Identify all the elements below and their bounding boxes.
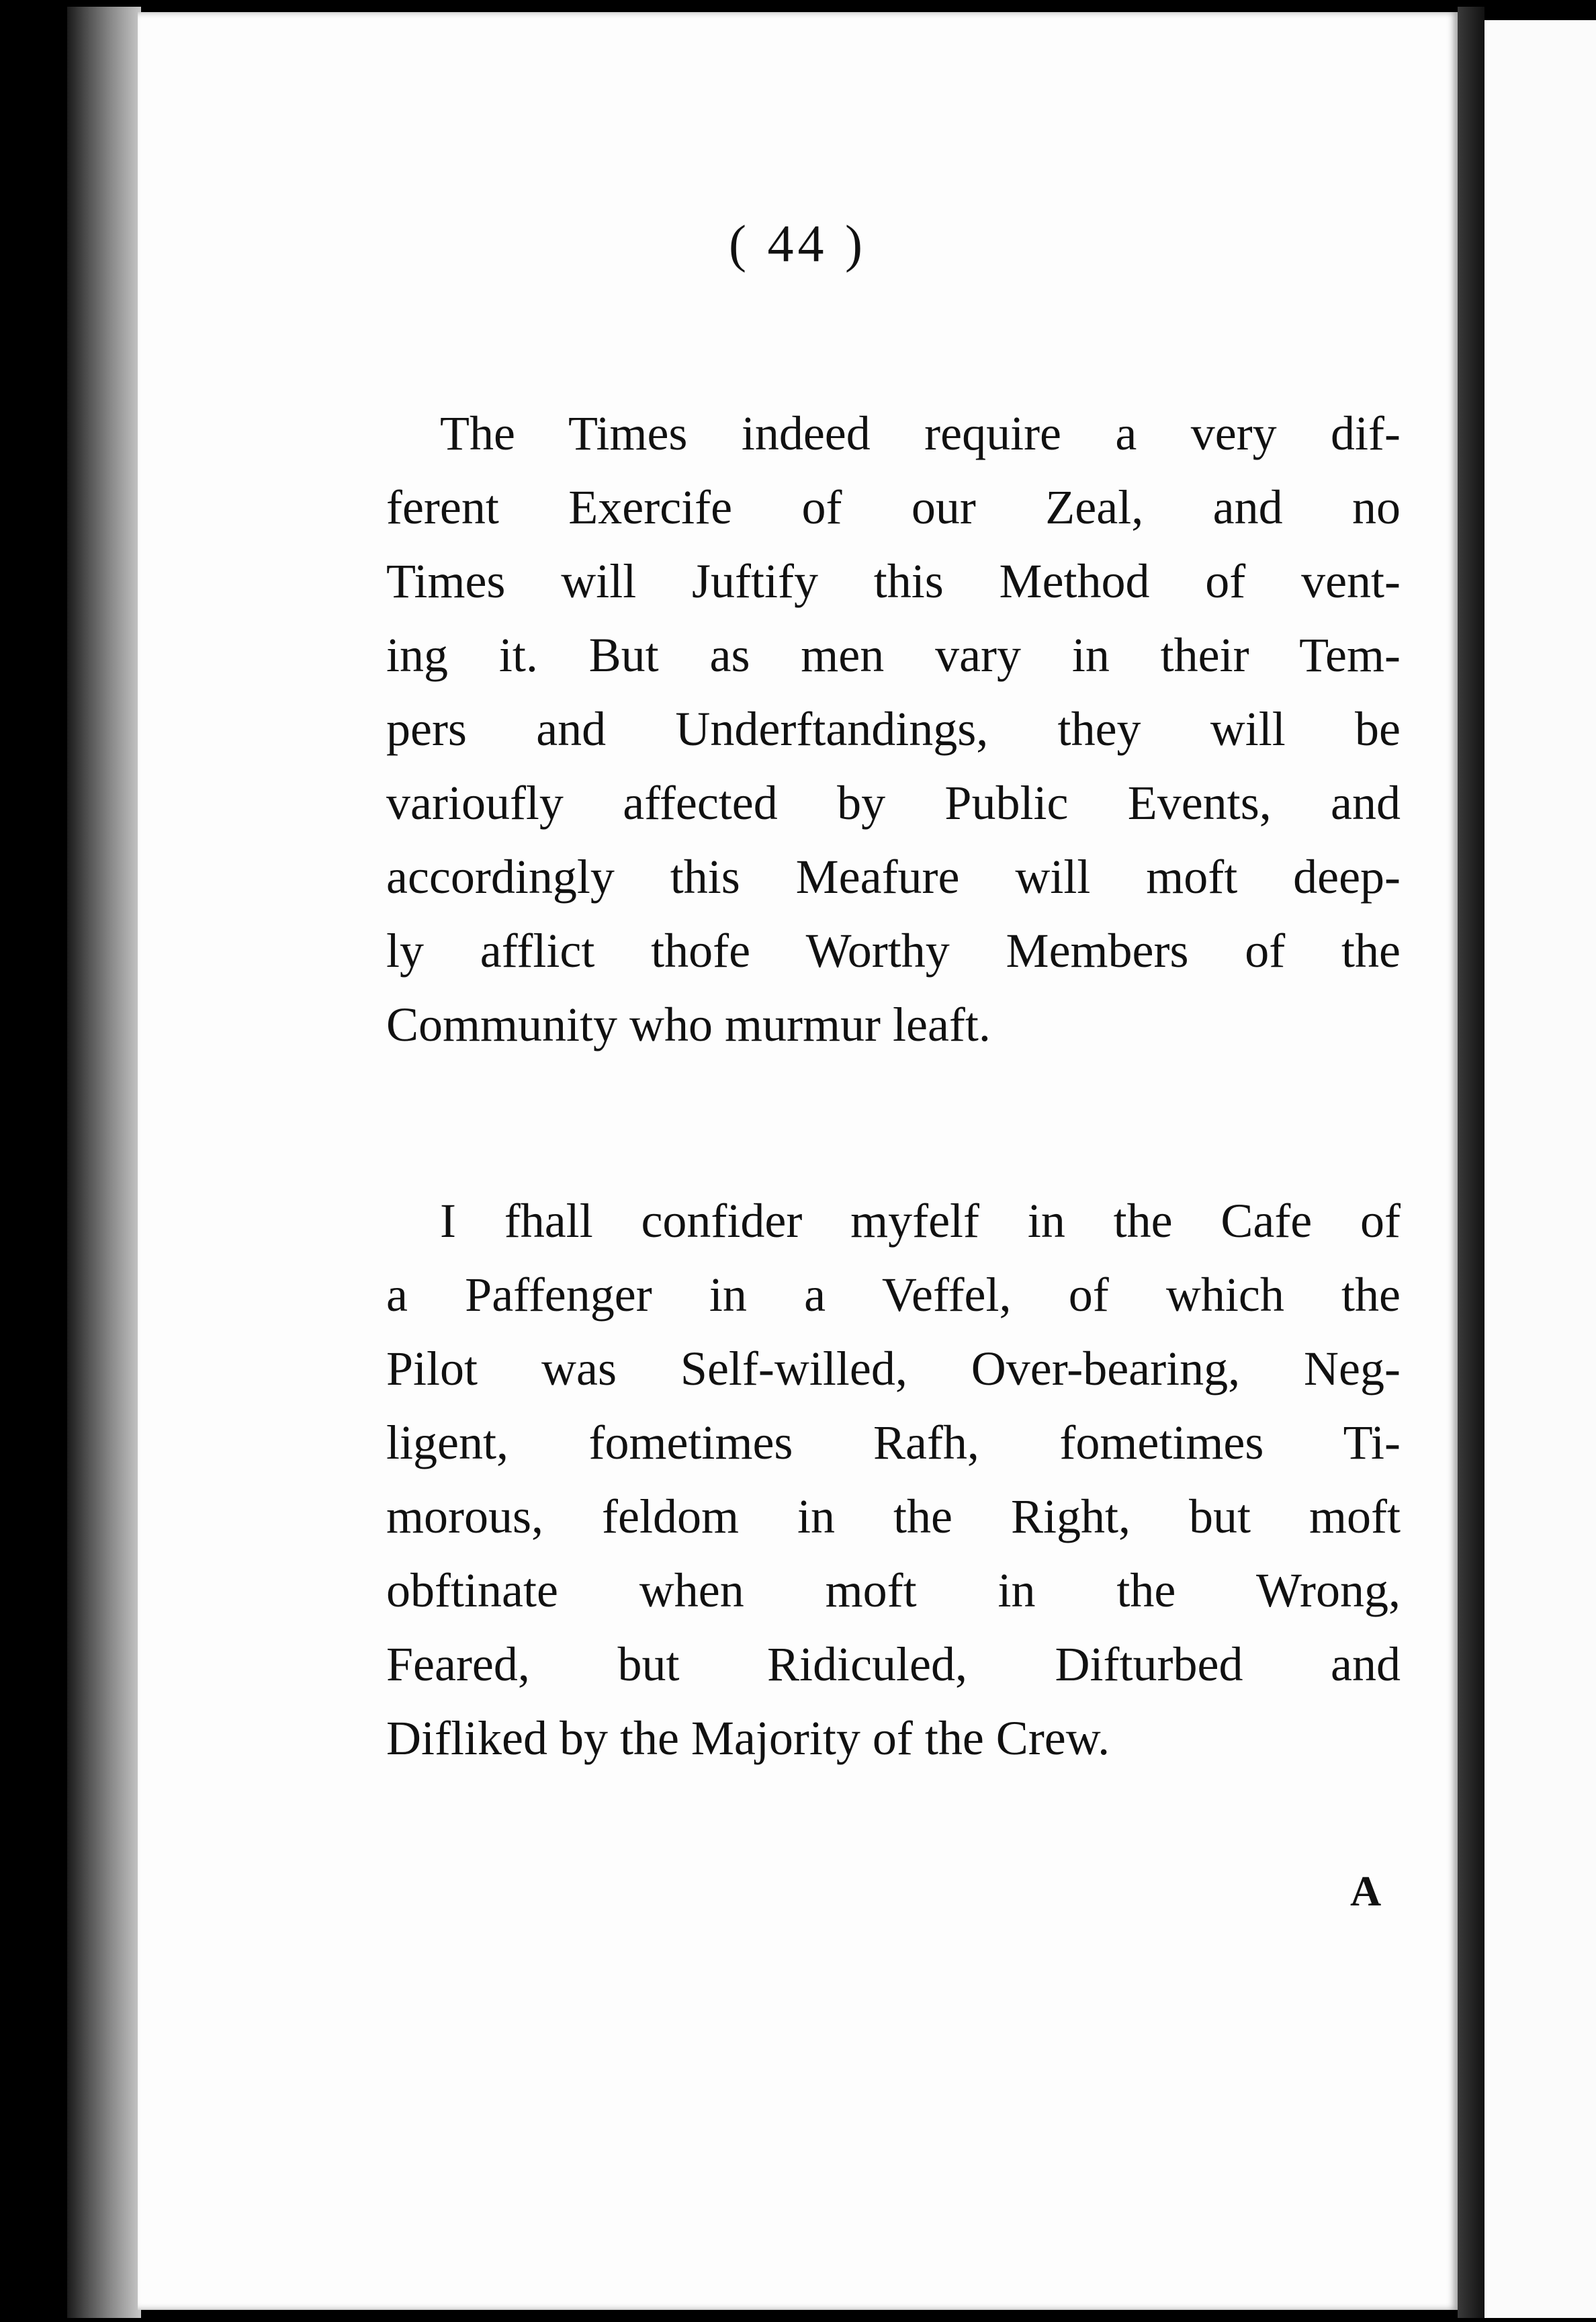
text-line: varioufly affected by Public Events, and: [386, 776, 1401, 830]
text-line: Difliked by the Majority of the Crew.: [386, 1711, 1110, 1765]
book-page: [138, 12, 1458, 2310]
paragraph-1: [386, 396, 1401, 1062]
text-line: morous, feldom in the Right, but moft: [386, 1490, 1401, 1543]
catchword: A: [1350, 1867, 1382, 1915]
text-line: ferent Exercife of our Zeal, and no: [386, 480, 1401, 534]
text-line: I fhall confider myfelf in the Cafe of: [440, 1194, 1401, 1248]
text-line: ly afflict thofe Worthy Members of the: [386, 924, 1401, 978]
facing-page-edge: [1484, 20, 1596, 2318]
text-line: Feared, but Ridiculed, Difturbed and: [386, 1637, 1401, 1691]
book-gutter: [1458, 7, 1484, 2318]
text-line: accordingly this Meafure will moft deep-: [386, 850, 1401, 904]
paragraph-2: [386, 1184, 1401, 1775]
text-line: The Times indeed require a very dif-: [440, 406, 1401, 460]
text-line: obftinate when moft in the Wrong,: [386, 1563, 1401, 1617]
text-line: Community who murmur leaft.: [386, 998, 991, 1051]
book-page-edges: [67, 7, 141, 2318]
text-line: Pilot was Self-willed, Over-bearing, Neg-: [386, 1342, 1401, 1395]
text-line: pers and Underftandings, they will be: [386, 702, 1401, 756]
page-number: ( 44 ): [729, 214, 867, 273]
text-line: Times will Juftify this Method of vent-: [386, 554, 1401, 608]
text-line: ligent, fometimes Rafh, fometimes Ti-: [386, 1416, 1401, 1469]
text-line: a Paffenger in a Veffel, of which the: [386, 1268, 1401, 1322]
text-line: ing it. But as men vary in their Tem-: [386, 628, 1401, 682]
